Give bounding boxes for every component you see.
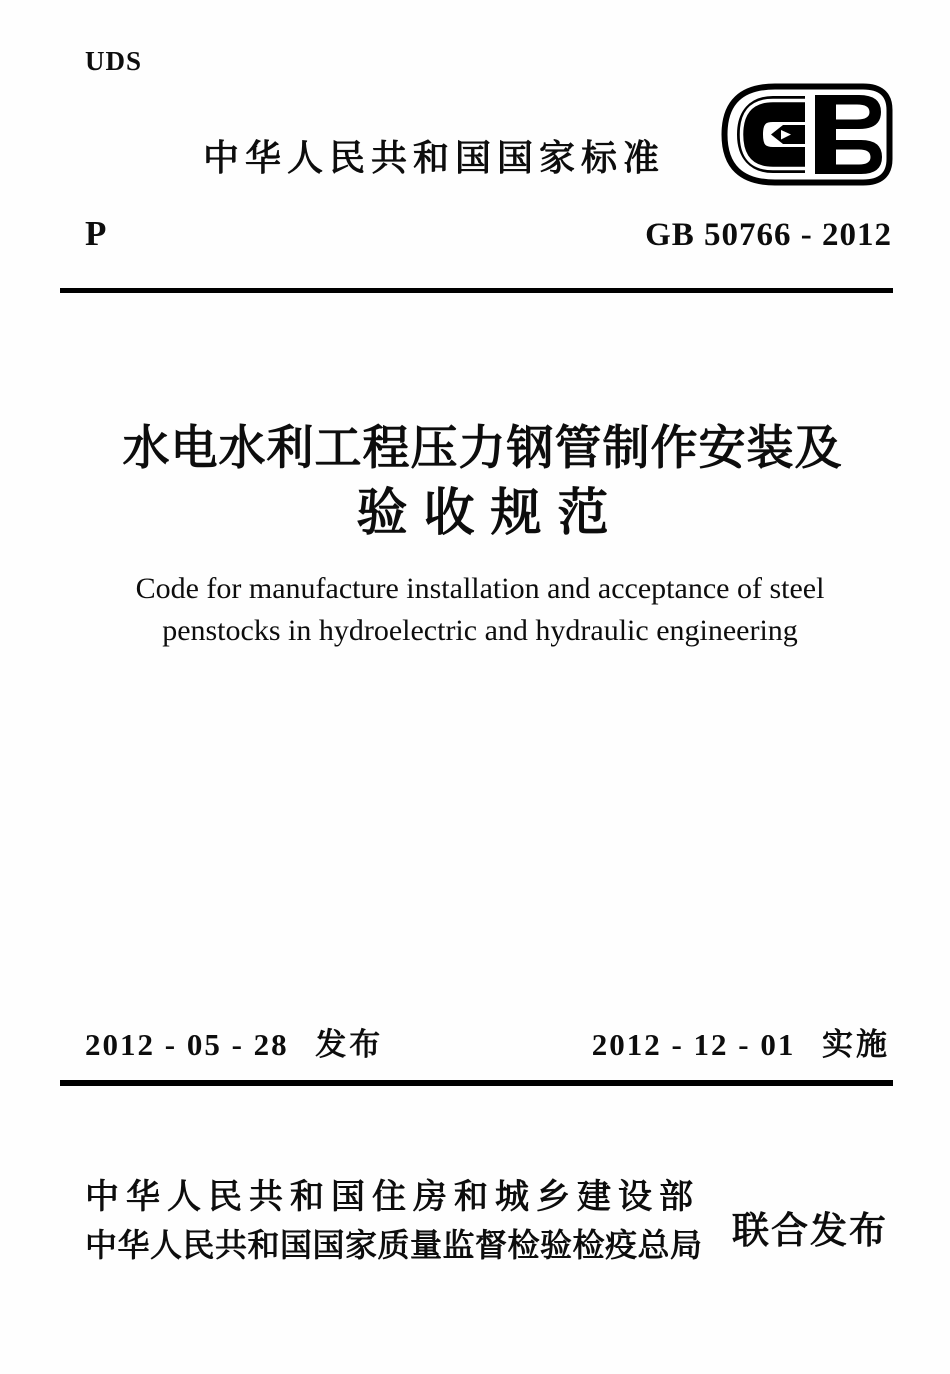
publishers-block: [85, 1172, 709, 1269]
joint-release-label: 联合发布: [732, 1210, 888, 1251]
issue-date-group: [85, 1019, 383, 1064]
title-english: [10, 568, 950, 652]
top-divider-rule: [60, 288, 893, 293]
title-chinese: [15, 416, 950, 546]
issue-date: 2012 - 05 - 28: [85, 1027, 289, 1062]
implement-date-group: [592, 1019, 890, 1064]
dates-row: [85, 1019, 890, 1064]
bottom-divider-rule: [60, 1080, 893, 1086]
implement-date: 2012 - 12 - 01: [591, 1027, 796, 1062]
title-chinese-line1: 水电水利工程压力钢管制作安装及: [122, 423, 843, 475]
standard-number: GB 50766 - 2012: [645, 217, 892, 253]
classification-code: P: [85, 214, 107, 253]
title-chinese-line2: 验收规范: [356, 486, 625, 542]
publisher-line1: 中华人民共和国住房和城乡建设部: [85, 1178, 700, 1216]
title-english-line2: penstocks in hydroelectric and hydraulic engineering: [162, 614, 798, 647]
uds-label: UDS: [85, 46, 143, 76]
standard-heading: 中华人民共和国国家标准: [202, 137, 665, 178]
issue-label: 发布: [315, 1027, 384, 1062]
gb-standard-logo-icon: [721, 83, 893, 186]
publisher-line2: 中华人民共和国国家质量监督检验检疫总局: [85, 1227, 703, 1263]
implement-label: 实施: [822, 1027, 890, 1062]
title-english-line1: Code for manufacture installation and acceptance of steel: [135, 572, 825, 605]
